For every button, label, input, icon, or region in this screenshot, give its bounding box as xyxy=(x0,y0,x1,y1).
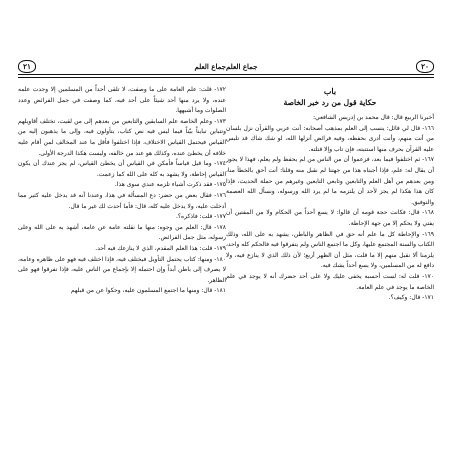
page-header xyxy=(18,62,226,75)
right-page xyxy=(226,62,434,432)
page-header xyxy=(226,62,434,75)
paragraph: ١٦٩- والإحاطة كل ما علم أنه حق في الظاهر والباطن، يشهد به على الله، وذلك الكتاب والسنة المجتمع عليها، وكل ما اجتمع الناس ولم يتفرقوا فيه فالحكم كله واحد، يلزمنا ألا نقبل منهم إلا ما قلت، مثل أن الظهر أربع؛ لأن ذلك الذي لا ينازع فيه، ولا دافع له من المسلمين، ولا يسع أحداً يشك فيه. xyxy=(226,230,434,270)
paragraph: ١٧٠- قلت له: لست أحسبه يخفى عليك ولا على أحد حضرك أنه لا يوجد في علم الخاصة ما يوجد في علم العامة. xyxy=(226,272,434,291)
page-body xyxy=(18,85,226,297)
paragraph: ١٧٨- قال: العلم من وجوه: منها ما نقلته عامة عن عامة، أشهد به على الله وعلى رسوله، مثل جمل الفرائض. xyxy=(18,223,226,242)
paragraph: ١٦٦- قال لي قائل: ينسب إلى العلم بمذهب أصحابه: أنت عربي والقرآن نزل بلسان من أنت منهم، وأنت أدرى بحفظه، وفيه فرائض أنزلها الله، لو شك شاك قد تلبس عليه القرآن بحرف منها استتبته، فإن تاب وإلا قتلته. xyxy=(226,124,434,153)
paragraph: ١٦٧- ثم اختلفوا فيما بعد، فزعموا أن من الناس من لم يحفظ ولم يعلم، فهذا لا يجوز أن يقال له: علم، فإذا أجبناه هذا من جهتنا لم نقبل منه وقلنا: أنت أحق بالخطأ منا، ومن بعدهم من أهل العلم والتابعين وتابعي التابعين وغيرهم من حملة الحديث، فإذا كان هذا هكذا لم يجز لأحد أن يلتزمه ما لم يرد الله ورسوله، ونسأل الله العصمة والتوفيق. xyxy=(226,156,434,206)
header-rule xyxy=(226,77,434,78)
page-body xyxy=(226,85,434,304)
paragraph: ١٧٤- وما قيل قياساً فأمكن في القياس أن يخطئ القياس، لم يجز عندك أن يكون القياس إحاطة، ولا يشهد به كله على الله كما زعمت. xyxy=(18,160,226,178)
paragraph: ١٨١- قال: ومنها ما اجتمع المسلمون عليه، وحكوا عن من قبلهم xyxy=(70,287,226,295)
paragraph: ١٧٢- قلت: علم العامة على ما وصفت، لا تلقى أحداً من المسلمين إلا وجدت علمه عنده، ولا يرد منها أحد شيئاً على أحد فيه، كما وصفت في جمل الفرائض وعدد الصلوات وما أشبهها. xyxy=(18,86,226,115)
paragraph: ١٧٦- فقال بعض من حضر: دع المسألة في هذا، وعندنا أنه قد يدخل عليه كثير مما أدخلت عليه، ولا يدخل عليه كله، قال: فأما أحدث لك غير ما قال. xyxy=(18,191,226,210)
paragraph: ١٧٥- فقد ذكرت أشياء تلزمه عندي سوى هذا. xyxy=(114,181,226,189)
paragraph: أخبرنا الربيع قال: قال محمد بن إدريس الشافعي: xyxy=(313,114,434,121)
running-title: جماع العلم xyxy=(226,62,258,71)
chapter-heading: حكاية قول من رد خبر الخاصة xyxy=(283,98,377,107)
chapter-label: باب xyxy=(323,86,337,96)
header-rule xyxy=(18,77,226,78)
page-number: ٢١ xyxy=(18,60,36,73)
left-page xyxy=(18,62,226,432)
paragraph: ١٧٣- وعلم الخاصة علم السابقين والتابعين من بعدهم إلى من لقيت، تختلف أقاويلهم وتتباين تبايناً بيّناً فيما ليس فيه نص كتاب، يتأولون فيه، وإلى ما يذهبون إليه من القياس فيحتمل القياس الاختلاف، فإذا اختلفوا فأقل ما عند المخالف لمن أقام عليه خلافه أن يخطئ عنده، وكذلك هو عند من خالفه، وليست هكذا الدرجة الأولى. xyxy=(18,117,226,157)
chapter-title xyxy=(226,85,434,109)
paragraph: ١٨٠- ومنها: كتاب يحتمل التأويل فيختلف فيه، فإذا اختلف فيه فهو على ظاهره وعامه، لا يصرف إلى باطن أبداً وإن احتمله إلا بإجماع من الناس عليه، فإذا تفرقوا فهو على الظاهر. xyxy=(18,255,226,284)
paragraph: ١٧٩- قلت: هذا العلم المقدم، الذي لا ينازعك فيه أحد. xyxy=(95,244,226,252)
paragraph: ١٧١- قال: وكيف؟. xyxy=(388,294,434,302)
running-title: جماع العلم xyxy=(194,62,226,71)
page-number: ٢٠ xyxy=(416,60,434,73)
paragraph: ١٧٧- قلت: فاذكره؟. xyxy=(175,213,226,221)
paragraph: ١٦٨- قال: فكانت حجة قومه أن قالوا: لا يسع أحداً من الحكام ولا من المفتين أن يفتي ولا يحكم إلا من جهة الإحاطة. xyxy=(226,209,434,227)
